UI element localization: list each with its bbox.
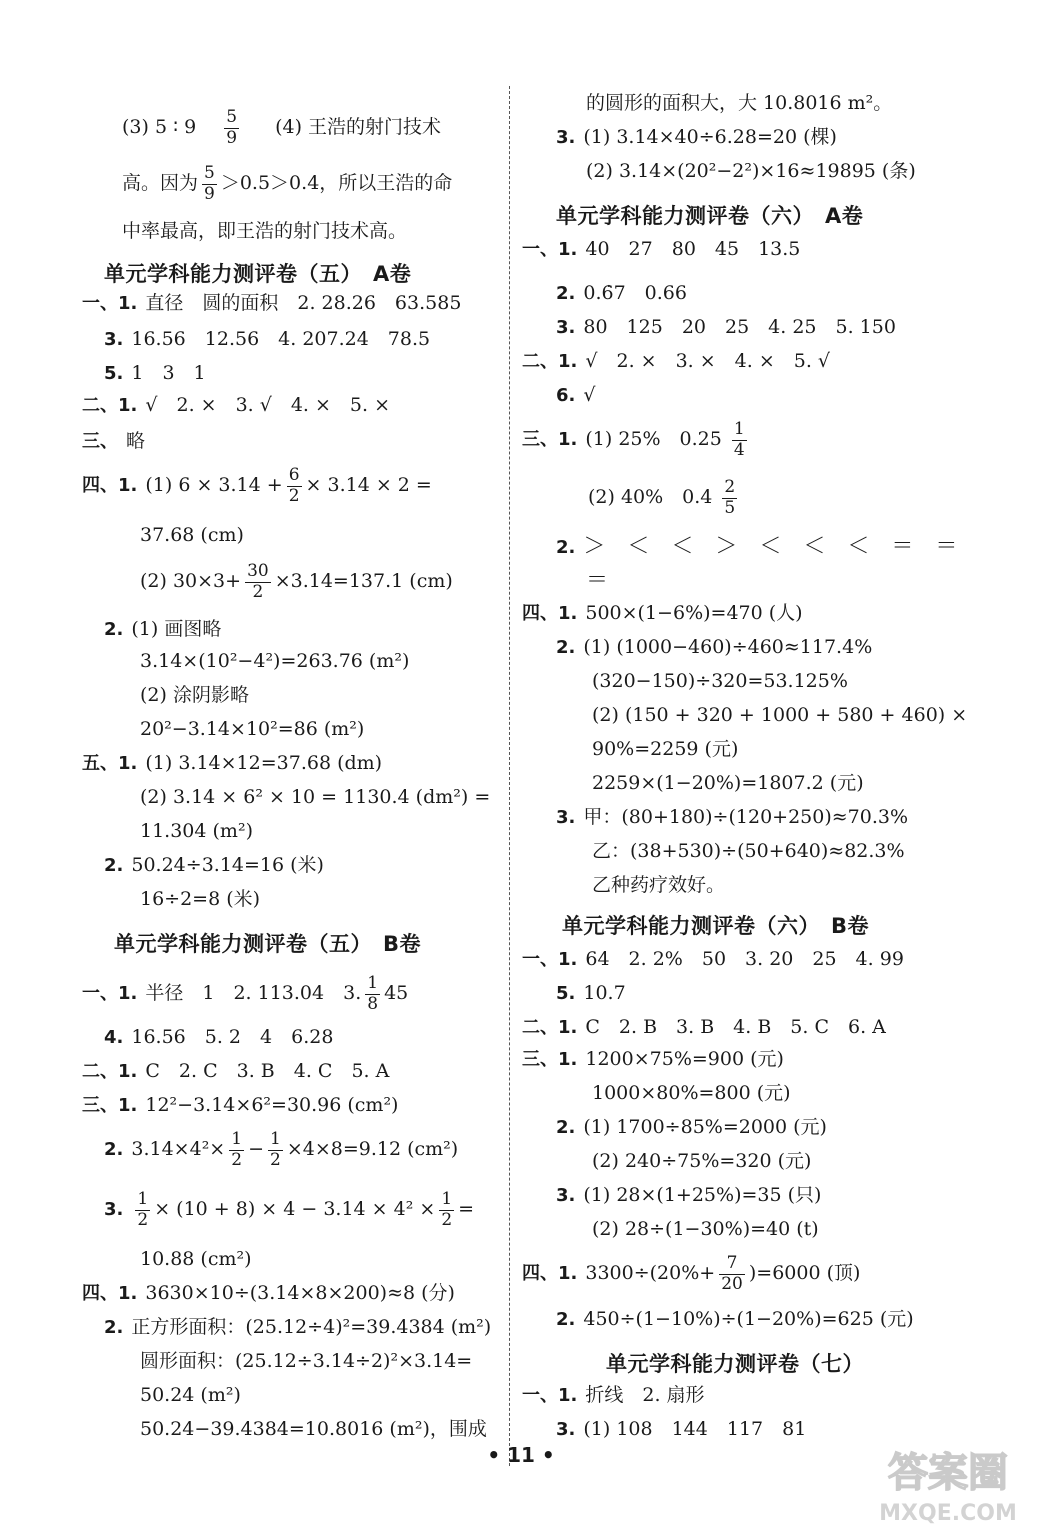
text-line xyxy=(122,108,441,148)
text-line: 四、1. 3630×10÷(3.14×8×200)≈8 (分) xyxy=(82,1282,455,1304)
text-line: 2. 450÷(1−10%)÷(1−20%)=625 (元) xyxy=(556,1308,914,1330)
section-heading: 单元学科能力测评卷（五） B卷 xyxy=(114,932,422,956)
text-line: 中率最高，即王浩的射门技术高。 xyxy=(122,220,408,242)
text-line: (2) 3.14×(20²−2²)×16≈19895 (条) xyxy=(586,160,916,182)
watermark-url: MXQE.COM xyxy=(879,1501,1017,1526)
text-line: 一、1. 64 2. 2% 50 3. 20 25 4. 99 xyxy=(522,948,904,970)
text-line: 三、1. 12²−3.14×6²=30.96 (cm²) xyxy=(82,1094,399,1116)
section-heading: 单元学科能力测评卷（六） B卷 xyxy=(562,914,870,938)
text-line: 一、1. 40 27 80 45 13.5 xyxy=(522,238,801,260)
text-line: 3. (1) 28×(1+25%)=35 (只) xyxy=(556,1184,822,1206)
text-line: 4. 16.56 5. 2 4 6.28 xyxy=(104,1026,334,1048)
text-line: 2. (1) 1700÷85%=2000 (元) xyxy=(556,1116,827,1138)
text-line: (2) 涂阴影略 xyxy=(140,684,249,706)
text-line: 3. (1) 3.14×40÷6.28=20 (棵) xyxy=(556,126,837,148)
fraction: $\frac{1}{2}$ xyxy=(231,1129,243,1170)
section-heading: 单元学科能力测评卷（五） A卷 xyxy=(104,262,412,286)
text-line: 37.68 (cm) xyxy=(140,524,244,546)
text-line: 一、1. 折线 2. 扇形 xyxy=(522,1384,705,1406)
text-line: 乙种药疗效好。 xyxy=(592,874,726,896)
text-line: 20²−3.14×10²=86 (m²) xyxy=(140,718,365,740)
text-line: (2) 240÷75%=320 (元) xyxy=(592,1150,812,1172)
text-line: 二、1. C 2. B 3. B 4. B 5. C 6. A xyxy=(522,1016,886,1038)
text-line: (320−150)÷320=53.125% xyxy=(592,670,848,692)
text-line: 五、1. (1) 3.14×12=37.68 (dm) xyxy=(82,752,383,774)
fraction: $\frac{1}{8}$ xyxy=(367,973,379,1014)
text-line: 高。因为 $\frac{5}{9}$ ＞0.5＞0.4，所以王浩的命 xyxy=(122,163,453,204)
text-line: 一、1. 半径 1 2. 113.04 3. $\frac{1}{8}$ 45 xyxy=(82,973,409,1014)
fraction: $\frac{1}{2}$ xyxy=(137,1189,149,1230)
text-line: 2. 正方形面积：(25.12÷4)²=39.4384 (m²) xyxy=(104,1316,492,1338)
text-line: 三、1. 1200×75%=900 (元) xyxy=(522,1048,784,1070)
text-line: 11.304 (m²) xyxy=(140,820,253,842)
fraction: $\frac{6}{2}$ xyxy=(288,465,300,506)
section-heading: 单元学科能力测评卷（六） A卷 xyxy=(556,204,864,228)
text-line: 二、1. √ 2. × 3. × 4. × 5. √ xyxy=(522,350,831,372)
text-line: 四、1. 500×(1−6%)=470 (人) xyxy=(522,602,803,624)
watermark-text: 答案圈 xyxy=(888,1450,1008,1496)
text-line: 3. 80 125 20 25 4. 25 5. 150 xyxy=(556,316,896,338)
text: (4) 王浩的射门技术 xyxy=(275,116,442,139)
text-line: 一、1. 直径 圆的面积 2. 28.26 63.585 xyxy=(82,292,462,314)
fraction: $\frac{1}{4}$ xyxy=(733,419,745,460)
text-line: 2259×(1−20%)=1807.2 (元) xyxy=(592,772,864,794)
text-line: 2. (1) 画图略 xyxy=(104,618,222,640)
fraction: $\frac{5}{9}$ xyxy=(204,163,215,204)
fraction: $\frac{1}{2}$ xyxy=(269,1129,281,1170)
text-line: 三、 略 xyxy=(82,430,146,452)
column-divider xyxy=(509,86,510,1466)
text-line: (2) 3.14 × 6² × 10 = 1130.4 (dm²) = xyxy=(140,786,491,808)
text-line: 3. (1) 108 144 117 81 xyxy=(556,1418,807,1440)
text-line: 5. 10.7 xyxy=(556,982,626,1004)
text-line: 16÷2=8 (米) xyxy=(140,888,261,910)
page-number: • 11 • xyxy=(487,1443,555,1467)
text-line: 圆形面积：(25.12÷3.14÷2)²×3.14= xyxy=(140,1350,473,1372)
text-line: 5. 1 3 1 xyxy=(104,362,206,384)
fraction: $\frac{1}{2}$ xyxy=(441,1189,453,1230)
text-line: ＝ xyxy=(586,568,609,593)
text-line: (2) (150 + 320 + 1000 + 580 + 460) × xyxy=(592,704,968,726)
section-heading: 单元学科能力测评卷（七） xyxy=(606,1352,864,1376)
text-line: (2) 28÷(1−30%)=40 (t) xyxy=(592,1218,819,1240)
text-line: 50.24−39.4384=10.8016 (m²)，围成 xyxy=(140,1418,487,1440)
text-line: (2) 30×3+ $\frac{30}{2}$ ×3.14=137.1 (cm) xyxy=(140,561,453,602)
text-line: 四、1. (1) 6 × 3.14 + $\frac{6}{2}$ × 3.14 × 2 = xyxy=(82,465,432,506)
text-line: (2) 40% 0.4 $\frac{2}{5}$ xyxy=(588,477,736,518)
text-line: 二、1. √ 2. × 3. √ 4. × 5. × xyxy=(82,394,391,416)
fraction: $\frac{7}{20}$ xyxy=(721,1253,743,1294)
text-line: 的圆形的面积大，大 10.8016 m²。 xyxy=(586,92,893,114)
text: (3) 5 ∶ 9 xyxy=(122,116,197,139)
text-line: 1000×80%=800 (元) xyxy=(592,1082,791,1104)
text-line: 乙：(38+530)÷(50+640)≈82.3% xyxy=(592,840,905,862)
text-line: 3.14×(10²−4²)=263.76 (m²) xyxy=(140,650,410,672)
text-line: 2. 50.24÷3.14=16 (米) xyxy=(104,854,324,876)
text-line: 3. 甲：(80+180)÷(120+250)≈70.3% xyxy=(556,806,909,828)
text-line: 三、1. (1) 25% 0.25 $\frac{1}{4}$ xyxy=(522,419,745,460)
text-line: 2. ＞ ＜ ＜ ＞ ＜ ＜ ＜ ＝ ＝ xyxy=(556,534,958,559)
text-line: 2. (1) (1000−460)÷460≈117.4% xyxy=(556,636,873,658)
text-line: 10.88 (cm²) xyxy=(140,1248,252,1270)
fraction: $\frac{5}{9}$ xyxy=(226,107,238,148)
text-line: 2. 3.14×4²× $\frac{1}{2}$ − $\frac{1}{2}$ ×4×8=9.12 (cm²) xyxy=(104,1129,459,1170)
text-line: 四、1. 3300÷(20%+ $\frac{7}{20}$ )=6000 (顶) xyxy=(522,1253,861,1294)
fraction: $\frac{2}{5}$ xyxy=(724,477,736,518)
text-line: 50.24 (m²) xyxy=(140,1384,241,1406)
text-line: 3. 16.56 12.56 4. 207.24 78.5 xyxy=(104,328,431,350)
text-line: 2. 0.6̇7 0.66 xyxy=(556,282,687,304)
text-line: 6. √ xyxy=(556,384,596,406)
text-line: 二、1. C 2. C 3. B 4. C 5. A xyxy=(82,1060,390,1082)
fraction: $\frac{30}{2}$ xyxy=(247,561,269,602)
watermark-logo xyxy=(864,1440,1032,1528)
text-line: 90%=2259 (元) xyxy=(592,738,739,760)
text-line: 3. $\frac{1}{2}$ × (10 + 8) × 4 − 3.14 × 4² × $\frac{1}{2}$ = xyxy=(104,1189,475,1230)
